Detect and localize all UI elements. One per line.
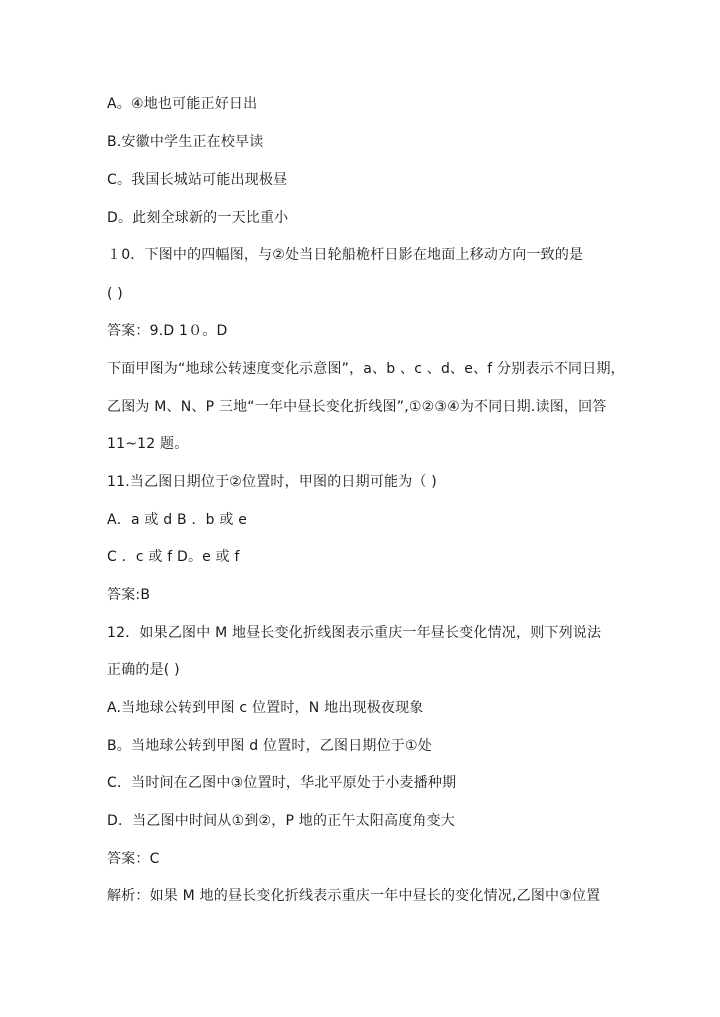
intro-paragraph-line-1: 下面甲图为“地球公转速度变化示意图”，a、b 、c 、d、e、f 分别表示不同日期， xyxy=(107,361,625,377)
option-b-q12: B。当地球公转到甲图 d 位置时，乙图日期位于①处 xyxy=(107,738,432,754)
option-b-q9: B.安徽中学生正在校早读 xyxy=(107,134,264,150)
answer-11: 答案:B xyxy=(107,587,151,603)
explanation: 解析：如果 M 地的昼长变化折线表示重庆一年中昼长的变化情况,乙图中③位置 xyxy=(107,888,601,904)
question-12-line-1: 12．如果乙图中 M 地昼长变化折线图表示重庆一年昼长变化情况，则下列说法 xyxy=(107,625,602,641)
intro-paragraph-line-2: 乙图为 M、N、P 三地“一年中昼长变化折线图”,①②③④为不同日期.读图，回答 xyxy=(107,399,607,415)
question-10-bracket: ( ) xyxy=(107,286,123,302)
answer-9-10: 答案：9.D 1０。D xyxy=(107,323,228,339)
answer-12: 答案：C xyxy=(107,851,160,867)
option-c-q12: C．当时间在乙图中③位置时，华北平原处于小麦播种期 xyxy=(107,775,457,791)
intro-paragraph-line-3: 11~12 题。 xyxy=(107,436,189,452)
option-d-q12: D．当乙图中时间从①到②，P 地的正午太阳高度角变大 xyxy=(107,813,455,829)
question-11-options-cd: C ．c 或 f D。e 或 f xyxy=(107,549,240,565)
option-a-q9: A。④地也可能正好日出 xyxy=(107,96,258,112)
question-11-options-ab: A．a 或 d B ．b 或 e xyxy=(107,512,248,528)
question-10: １0．下图中的四幅图，与②处当日轮船桅杆日影在地面上移动方向一致的是 xyxy=(107,247,584,263)
option-c-q9: C。我国长城站可能出现极昼 xyxy=(107,172,288,188)
option-d-q9: D。此刻全球新的一天比重小 xyxy=(107,210,289,226)
question-12-line-2: 正确的是( ) xyxy=(107,662,180,678)
option-a-q12: A.当地球公转到甲图 c 位置时，N 地出现极夜现象 xyxy=(107,700,424,716)
question-11: 11.当乙图日期位于②位置时，甲图的日期可能为（ ) xyxy=(107,474,437,490)
